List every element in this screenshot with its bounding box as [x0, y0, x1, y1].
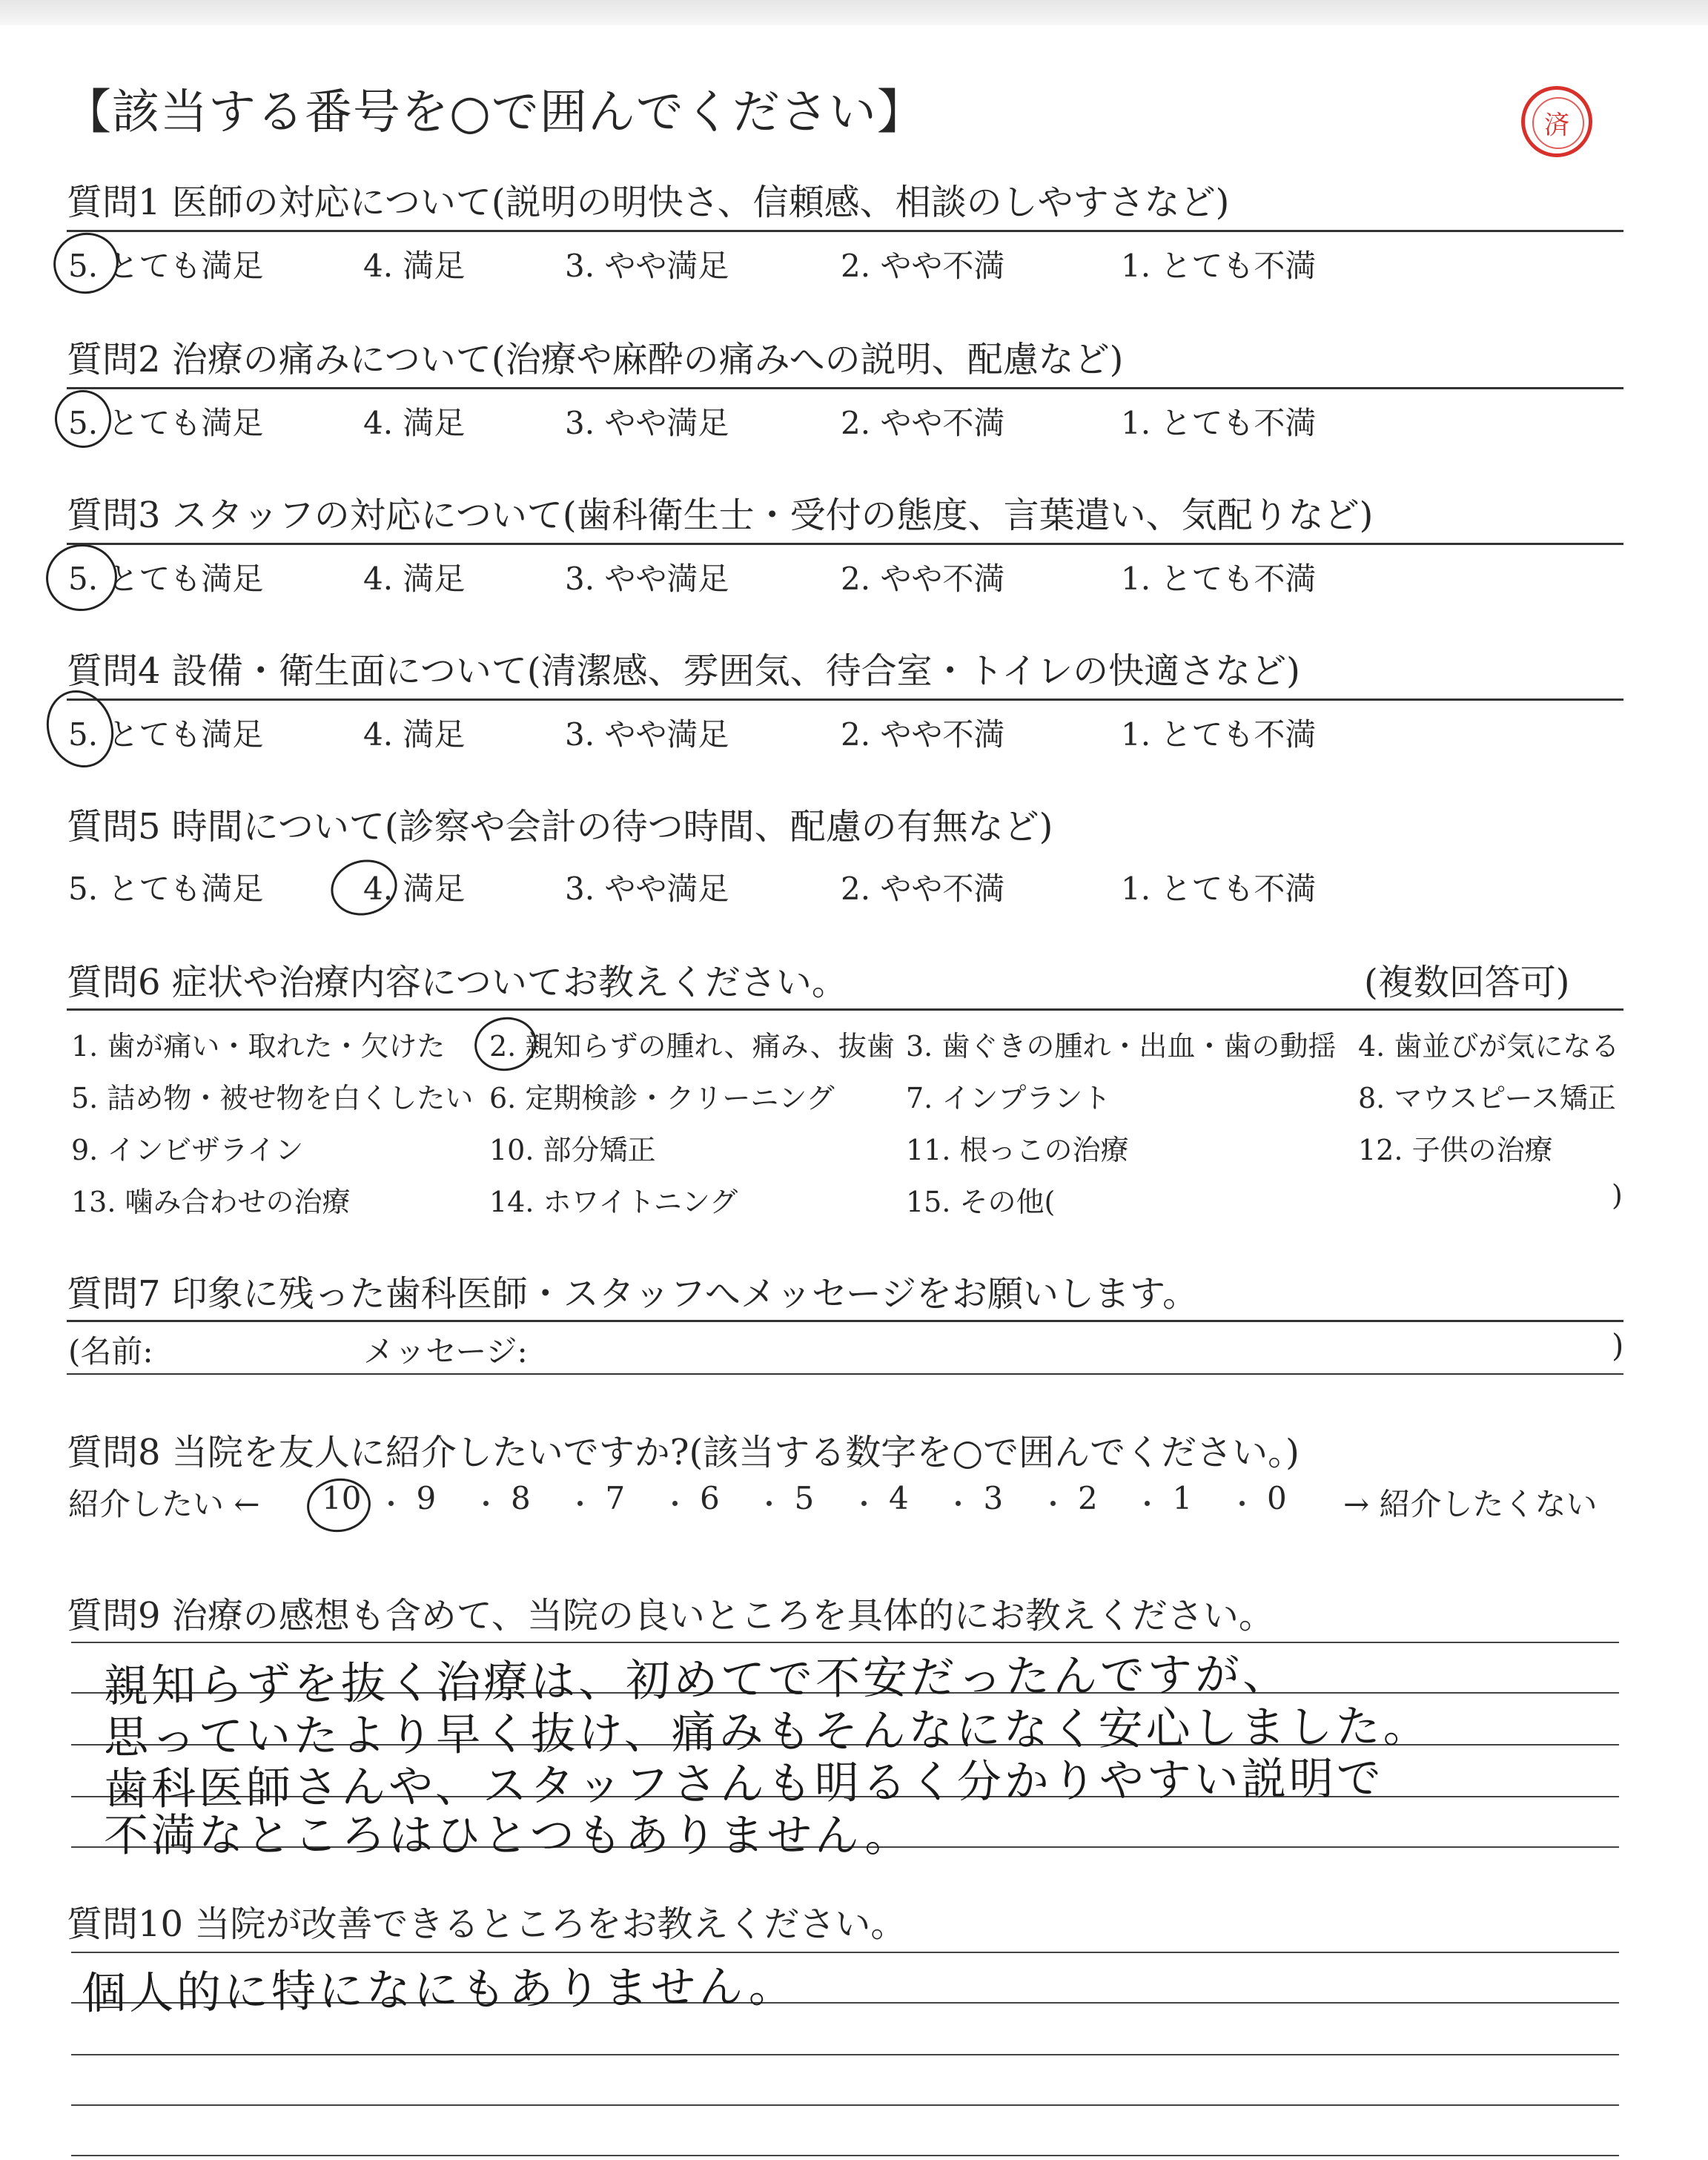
q4-title: 質問4 設備・衛生面について(清潔感、雰囲気、待合室・トイレの快適さなど) [67, 650, 1300, 692]
q5-option-1[interactable]: 1. とても不満 [1121, 871, 1317, 907]
q3-option-3[interactable]: 3. やや満足 [565, 561, 729, 597]
q7-answer-rule [67, 1373, 1623, 1375]
q8-scale-separator-dot [388, 1501, 394, 1506]
q2-option-3[interactable]: 3. やや満足 [565, 405, 729, 441]
q4-option-1[interactable]: 1. とても不満 [1121, 716, 1317, 753]
q8-scale-9[interactable]: 9 [416, 1480, 437, 1516]
q8-scale-1[interactable]: 1 [1172, 1480, 1193, 1516]
q6-selection-circle [470, 1012, 540, 1075]
q9-answer-line-4: 不満なところはひとつもありません。 [104, 1810, 913, 1862]
q8-scale-separator-dot [1050, 1501, 1056, 1506]
q2-option-5[interactable]: 5. とても満足 [68, 405, 264, 441]
q4-option-4[interactable]: 4. 満足 [363, 716, 466, 753]
q1-option-1[interactable]: 1. とても不満 [1121, 248, 1317, 284]
q2-option-2[interactable]: 2. やや不満 [841, 405, 1005, 441]
q8-selection-circle [303, 1474, 374, 1536]
q8-scale-separator-dot [767, 1501, 772, 1506]
q9-answer-line-2: 思っていたより早く抜け、痛みもそんなになく安心しました。 [103, 1700, 1431, 1764]
q6-option-14[interactable]: 14. ホワイトニング [489, 1186, 738, 1218]
q6-option-13[interactable]: 13. 噛み合わせの治療 [71, 1186, 351, 1218]
q6-note: (複数回答可) [1364, 962, 1570, 1003]
q8-scale-separator-dot [1239, 1501, 1245, 1506]
form-header: 【該当する番号を○で囲んでください】 [64, 85, 925, 140]
q8-left-label: 紹介したい ← [68, 1486, 260, 1522]
q2-rule [67, 387, 1623, 389]
q10-line-5 [71, 2155, 1619, 2156]
q1-rule [67, 230, 1623, 232]
q1-option-2[interactable]: 2. やや不満 [841, 248, 1005, 284]
q8-scale-separator-dot [1145, 1501, 1150, 1506]
q5-option-5[interactable]: 5. とても満足 [68, 871, 264, 907]
q1-title: 質問1 医師の対応について(説明の明快さ、信頼感、相談のしやすさなど) [67, 182, 1230, 223]
q4-option-2[interactable]: 2. やや不満 [841, 716, 1005, 753]
q6-option-7[interactable]: 7. インプラント [906, 1082, 1111, 1114]
q5-title: 質問5 時間について(診察や会計の待つ時間、配慮の有無など) [67, 806, 1053, 848]
q3-selection-circle [42, 540, 122, 615]
q8-scale-0[interactable]: 0 [1267, 1480, 1287, 1516]
q6-option-11[interactable]: 11. 根っこの治療 [906, 1134, 1129, 1166]
q8-scale-separator-dot [577, 1501, 583, 1506]
q6-option-15[interactable]: 15. その他( [906, 1186, 1056, 1218]
q3-title: 質問3 スタッフの対応について(歯科衛生士・受付の態度、言葉遣い、気配りなど) [67, 495, 1374, 536]
q8-scale-separator-dot [861, 1501, 867, 1506]
q6-option-2[interactable]: 2. 親知らずの腫れ、痛み、抜歯 [489, 1030, 895, 1063]
q8-scale-2[interactable]: 2 [1078, 1480, 1098, 1516]
q1-option-4[interactable]: 4. 満足 [363, 248, 466, 284]
q3-option-5[interactable]: 5. とても満足 [68, 561, 264, 597]
q6-option-4[interactable]: 4. 歯並びが気になる [1358, 1030, 1620, 1063]
q8-scale-separator-dot [483, 1501, 489, 1506]
q6-option-8[interactable]: 8. マウスピース矯正 [1358, 1082, 1616, 1114]
q6-option-10[interactable]: 10. 部分矯正 [489, 1134, 656, 1166]
q7-title: 質問7 印象に残った歯科医師・スタッフへメッセージをお願いします。 [67, 1273, 1199, 1315]
q10-line-4 [71, 2104, 1619, 2106]
q7-rule [67, 1320, 1623, 1322]
q6-option-1[interactable]: 1. 歯が痛い・取れた・欠けた [71, 1030, 446, 1063]
q10-title: 質問10 当院が改善できるところをお教えください。 [67, 1903, 907, 1945]
q8-scale-5[interactable]: 5 [794, 1480, 815, 1516]
q6-option-12[interactable]: 12. 子供の治療 [1358, 1134, 1553, 1166]
q3-option-2[interactable]: 2. やや不満 [841, 561, 1005, 597]
q6-option-15-close: ) [1612, 1179, 1623, 1212]
q5-option-4[interactable]: 4. 満足 [363, 871, 466, 907]
q8-scale-separator-dot [672, 1501, 678, 1506]
stamp-text: 済 [1544, 110, 1569, 140]
q7-name-label: (名前: [68, 1333, 153, 1370]
q4-option-5[interactable]: 5. とても満足 [68, 716, 264, 753]
scan-top-band [0, 0, 1708, 25]
q5-option-3[interactable]: 3. やや満足 [565, 871, 729, 907]
q8-scale-8[interactable]: 8 [511, 1480, 531, 1516]
q7-message-label: メッセージ: [363, 1333, 528, 1370]
q6-option-6[interactable]: 6. 定期検診・クリーニング [489, 1082, 835, 1114]
q9-title: 質問9 治療の感想も含めて、当院の良いところを具体的にお教えください。 [67, 1595, 1274, 1636]
q1-option-3[interactable]: 3. やや満足 [565, 248, 729, 284]
q3-option-1[interactable]: 1. とても不満 [1121, 561, 1317, 597]
q4-rule [67, 698, 1623, 701]
q8-scale-4[interactable]: 4 [889, 1480, 909, 1516]
received-stamp [1521, 86, 1592, 157]
q6-title: 質問6 症状や治療内容についてお教えください。 [67, 962, 847, 1003]
q9-answer-line-3: 歯科医師さんや、スタッフさんも明るく分かりやすい説明で [103, 1752, 1385, 1816]
q2-option-4[interactable]: 4. 満足 [363, 405, 466, 441]
q7-close: ) [1612, 1327, 1624, 1364]
q3-rule [67, 543, 1623, 545]
q8-scale-separator-dot [956, 1501, 961, 1506]
q6-option-9[interactable]: 9. インビザライン [71, 1134, 304, 1166]
q1-option-5[interactable]: 5. とても満足 [68, 248, 264, 284]
q10-line-1 [71, 1952, 1619, 1953]
q8-title: 質問8 当院を友人に紹介したいですか?(該当する数字を○で囲んでください。) [67, 1432, 1300, 1473]
q8-scale-10[interactable]: 10 [322, 1480, 362, 1516]
q8-scale-3[interactable]: 3 [983, 1480, 1004, 1516]
q1-selection-circle [47, 227, 124, 300]
q6-rule [67, 1008, 1623, 1011]
q4-option-3[interactable]: 3. やや満足 [565, 716, 729, 753]
q3-option-4[interactable]: 4. 満足 [363, 561, 466, 597]
q5-selection-circle [325, 853, 403, 922]
q2-option-1[interactable]: 1. とても不満 [1121, 405, 1317, 441]
q10-answer-line-1: 個人的に特になにもありません。 [81, 1960, 797, 2021]
q4-selection-circle [36, 681, 125, 777]
q9-answer-line-1: 親知らずを抜く治療は、初めてで不安だったんですが、 [103, 1648, 1291, 1713]
q8-right-label: → 紹介したくない [1343, 1486, 1598, 1522]
q10-line-3 [71, 2054, 1619, 2055]
q2-title: 質問2 治療の痛みについて(治療や麻酔の痛みへの説明、配慮など) [67, 339, 1124, 380]
q8-scale-7[interactable]: 7 [605, 1480, 626, 1516]
q6-option-3[interactable]: 3. 歯ぐきの腫れ・出血・歯の動揺 [906, 1030, 1337, 1063]
q6-option-5[interactable]: 5. 詰め物・被せ物を白くしたい [71, 1082, 474, 1114]
q5-option-2[interactable]: 2. やや不満 [841, 871, 1005, 907]
q8-scale-6[interactable]: 6 [700, 1480, 720, 1516]
